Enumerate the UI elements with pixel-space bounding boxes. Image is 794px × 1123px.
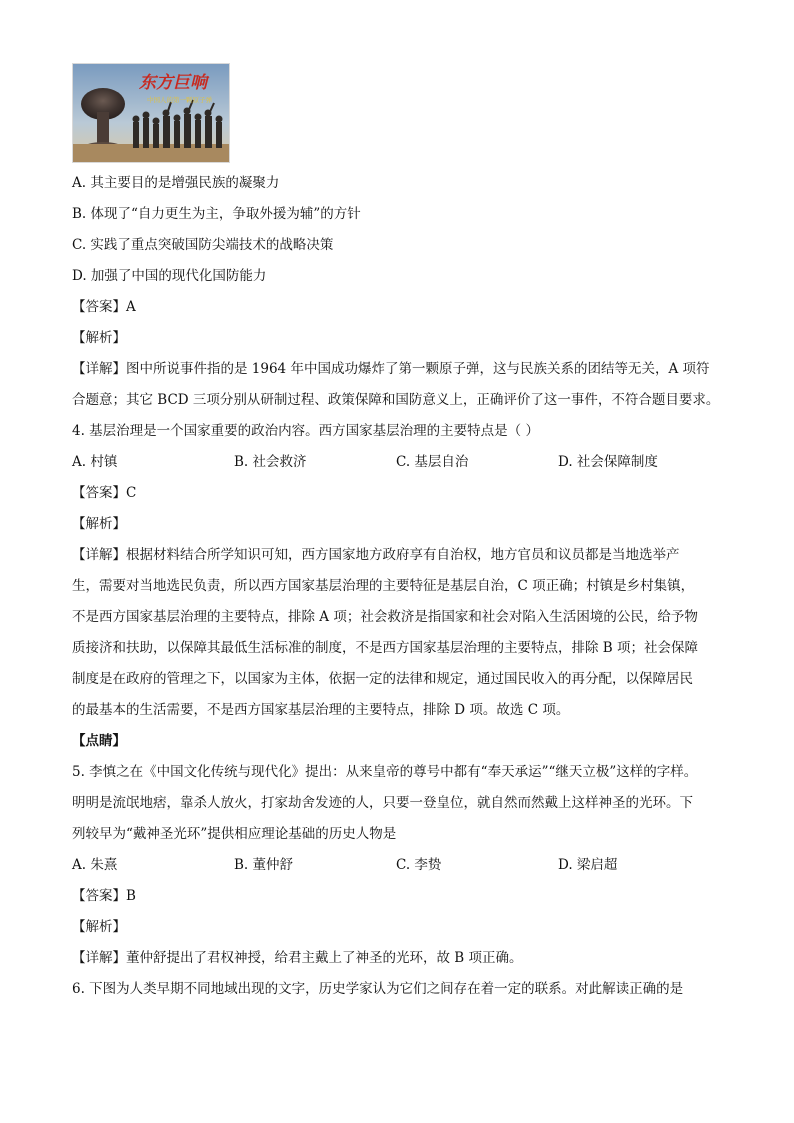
figure-caption-text: 东方巨响 — [139, 73, 207, 93]
q5-option-c: C. 李贽 — [396, 857, 442, 873]
q4-analysis-label: 【解析】 — [72, 516, 126, 532]
q4-detail-line: 制度是在政府的管理之下，以国家为主体，依据一定的法律和规定，通过国民收入的再分配，以保障居民 — [72, 671, 693, 687]
q3-detail-line: 【详解】图中所说事件指的是 1964 年中国成功爆炸了第一颗原子弹，这与民族关系的团结等无关，A 项符 — [72, 361, 710, 377]
q4-detail-line: 的最基本的生活需要，不是西方国家基层治理的主要特点，排除 D 项。故选 C 项。 — [72, 702, 570, 718]
q5-option-b: B. 董仲舒 — [234, 857, 294, 873]
q4-options — [72, 452, 732, 472]
q5-analysis-label: 【解析】 — [72, 919, 126, 935]
q5-option-a: A. 朱熹 — [72, 857, 118, 873]
q3-detail — [72, 359, 732, 410]
atomic-bomb-photo — [72, 63, 230, 163]
q4-detail-line: 不是西方国家基层治理的主要特点，排除 A 项；社会救济是指国家和社会对陷入生活困境的公民，给予物 — [72, 609, 698, 625]
q4-option-c: C. 基层自治 — [396, 454, 469, 470]
q4-detail-line: 【详解】根据材料结合所学知识可知，西方国家地方政府享有自治权，地方官员和议员都是当地选举产 — [72, 547, 680, 563]
q3-analysis-label: 【解析】 — [72, 330, 126, 346]
q4-comment-label: 【点睛】 — [72, 733, 126, 749]
q4-stem: 4. 基层治理是一个国家重要的政治内容。西方国家基层治理的主要特点是（ ） — [72, 423, 539, 439]
q5-stem-line: 列较早为“戴神圣光环”提供相应理论基础的历史人物是 — [72, 826, 397, 842]
figure-subtitle-text: 中国人的第一颗原子弹 — [147, 96, 212, 104]
q4-detail — [72, 545, 732, 720]
q3-option-a: A. 其主要目的是增强民族的凝聚力 — [72, 175, 280, 191]
document-page — [72, 63, 732, 1010]
q4-option-a: A. 村镇 — [72, 454, 118, 470]
q5-stem-line: 5. 李慎之在《中国文化传统与现代化》提出：从来皇帝的尊号中都有“奉天承运”“继天立极”这样的字样。 — [72, 764, 698, 780]
q4-option-d: D. 社会保障制度 — [558, 454, 658, 470]
q5-options — [72, 855, 732, 875]
q3-option-c: C. 实践了重点突破国防尖端技术的战略决策 — [72, 237, 334, 253]
q5-detail: 【详解】董仲舒提出了君权神授，给君主戴上了神圣的光环，故 B 项正确。 — [72, 950, 523, 966]
atomic-bomb-illustration — [73, 64, 229, 162]
q5-stem-line: 明明是流氓地痞，靠杀人放火，打家劫舍发迹的人，只要一登皇位，就自然而然戴上这样神圣的光环。下 — [72, 795, 693, 811]
q3-option-d: D. 加强了中国的现代化国防能力 — [72, 268, 267, 284]
q3-detail-line: 合题意；其它 BCD 三项分别从研制过程、政策保障和国防意义上，正确评价了这一事件，不符合题目要求。 — [72, 392, 720, 408]
q5-answer: 【答案】B — [72, 888, 136, 904]
q5-option-d: D. 梁启超 — [558, 857, 618, 873]
q4-answer: 【答案】C — [72, 485, 137, 501]
q4-detail-line: 质接济和扶助，以保障其最低生活标准的制度，不是西方国家基层治理的主要特点，排除 B 项；社会保障 — [72, 640, 699, 656]
q3-answer: 【答案】A — [72, 299, 136, 315]
q3-option-b: B. 体现了“自力更生为主，争取外援为辅”的方针 — [72, 206, 361, 222]
q4-option-b: B. 社会救济 — [234, 454, 307, 470]
q4-detail-line: 生，需要对当地选民负责，所以西方国家基层治理的主要特征是基层自治，C 项正确；村镇是乡村集镇， — [72, 578, 695, 594]
q5-stem — [72, 762, 732, 844]
q6-stem: 6. 下图为人类早期不同地域出现的文字，历史学家认为它们之间存在着一定的联系。对此解读正确的是 — [72, 981, 684, 997]
